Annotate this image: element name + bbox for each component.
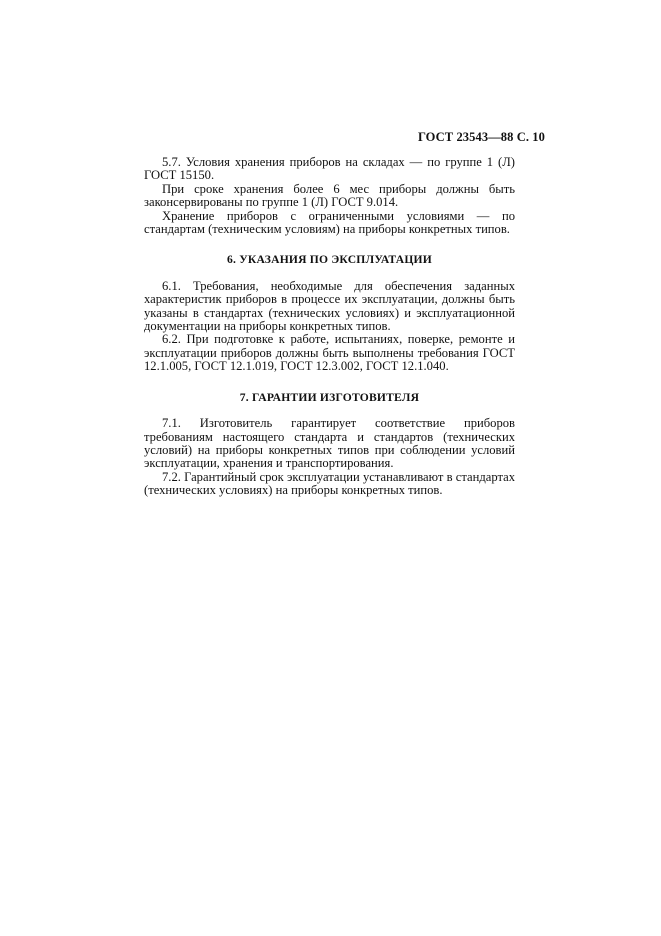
paragraph-5-7: 5.7. Условия хранения приборов на складах — по группе 1 (Л) ГОСТ 15150.	[144, 155, 515, 183]
section-title-6: 6. УКАЗАНИЯ ПО ЭКСПЛУАТАЦИИ	[227, 253, 432, 267]
paragraph-6-2: 6.2. При подготовке к работе, испытаниях, поверке, ремонте и эксплуатации приборов должны быть выполнены требования ГОСТ 12.1.005, ГОСТ 12.1.019, ГОСТ 12.3.002, ГОСТ 12.1.040.	[144, 332, 515, 374]
document-body	[144, 156, 515, 498]
paragraph-limited-storage: Хранение приборов с ограниченными условиями — по стандартам (техническим условиям) на приборы конкретных типов.	[144, 208, 515, 237]
paragraph-storage-period: При сроке хранения более 6 мес приборы должны быть законсервированы по группе 1 (Л) ГОСТ 9.014.	[144, 181, 515, 210]
paragraph-7-1: 7.1. Изготовитель гарантирует соответствие приборов требованиям настоящего стандарта и стандартов (технических условий) на приборы конкретных типов при соблюдении условий эксплуатации, хранения и транспортирования.	[144, 416, 515, 471]
paragraph-6-1: 6.1. Требования, необходимые для обеспечения заданных характеристик приборов в процессе их эксплуатации, должны быть указаны в стандартах (технических условиях) и эксплуатационной документации на приборы конкретных типов.	[144, 278, 515, 334]
section-title-7: 7. ГАРАНТИИ ИЗГОТОВИТЕЛЯ	[239, 390, 420, 404]
page-header: ГОСТ 23543—88 С. 10	[417, 130, 545, 144]
paragraph-7-2: 7.2. Гарантийный срок эксплуатации устанавливают в стандартах (технических условиях) на приборы конкретных типов.	[144, 469, 515, 498]
